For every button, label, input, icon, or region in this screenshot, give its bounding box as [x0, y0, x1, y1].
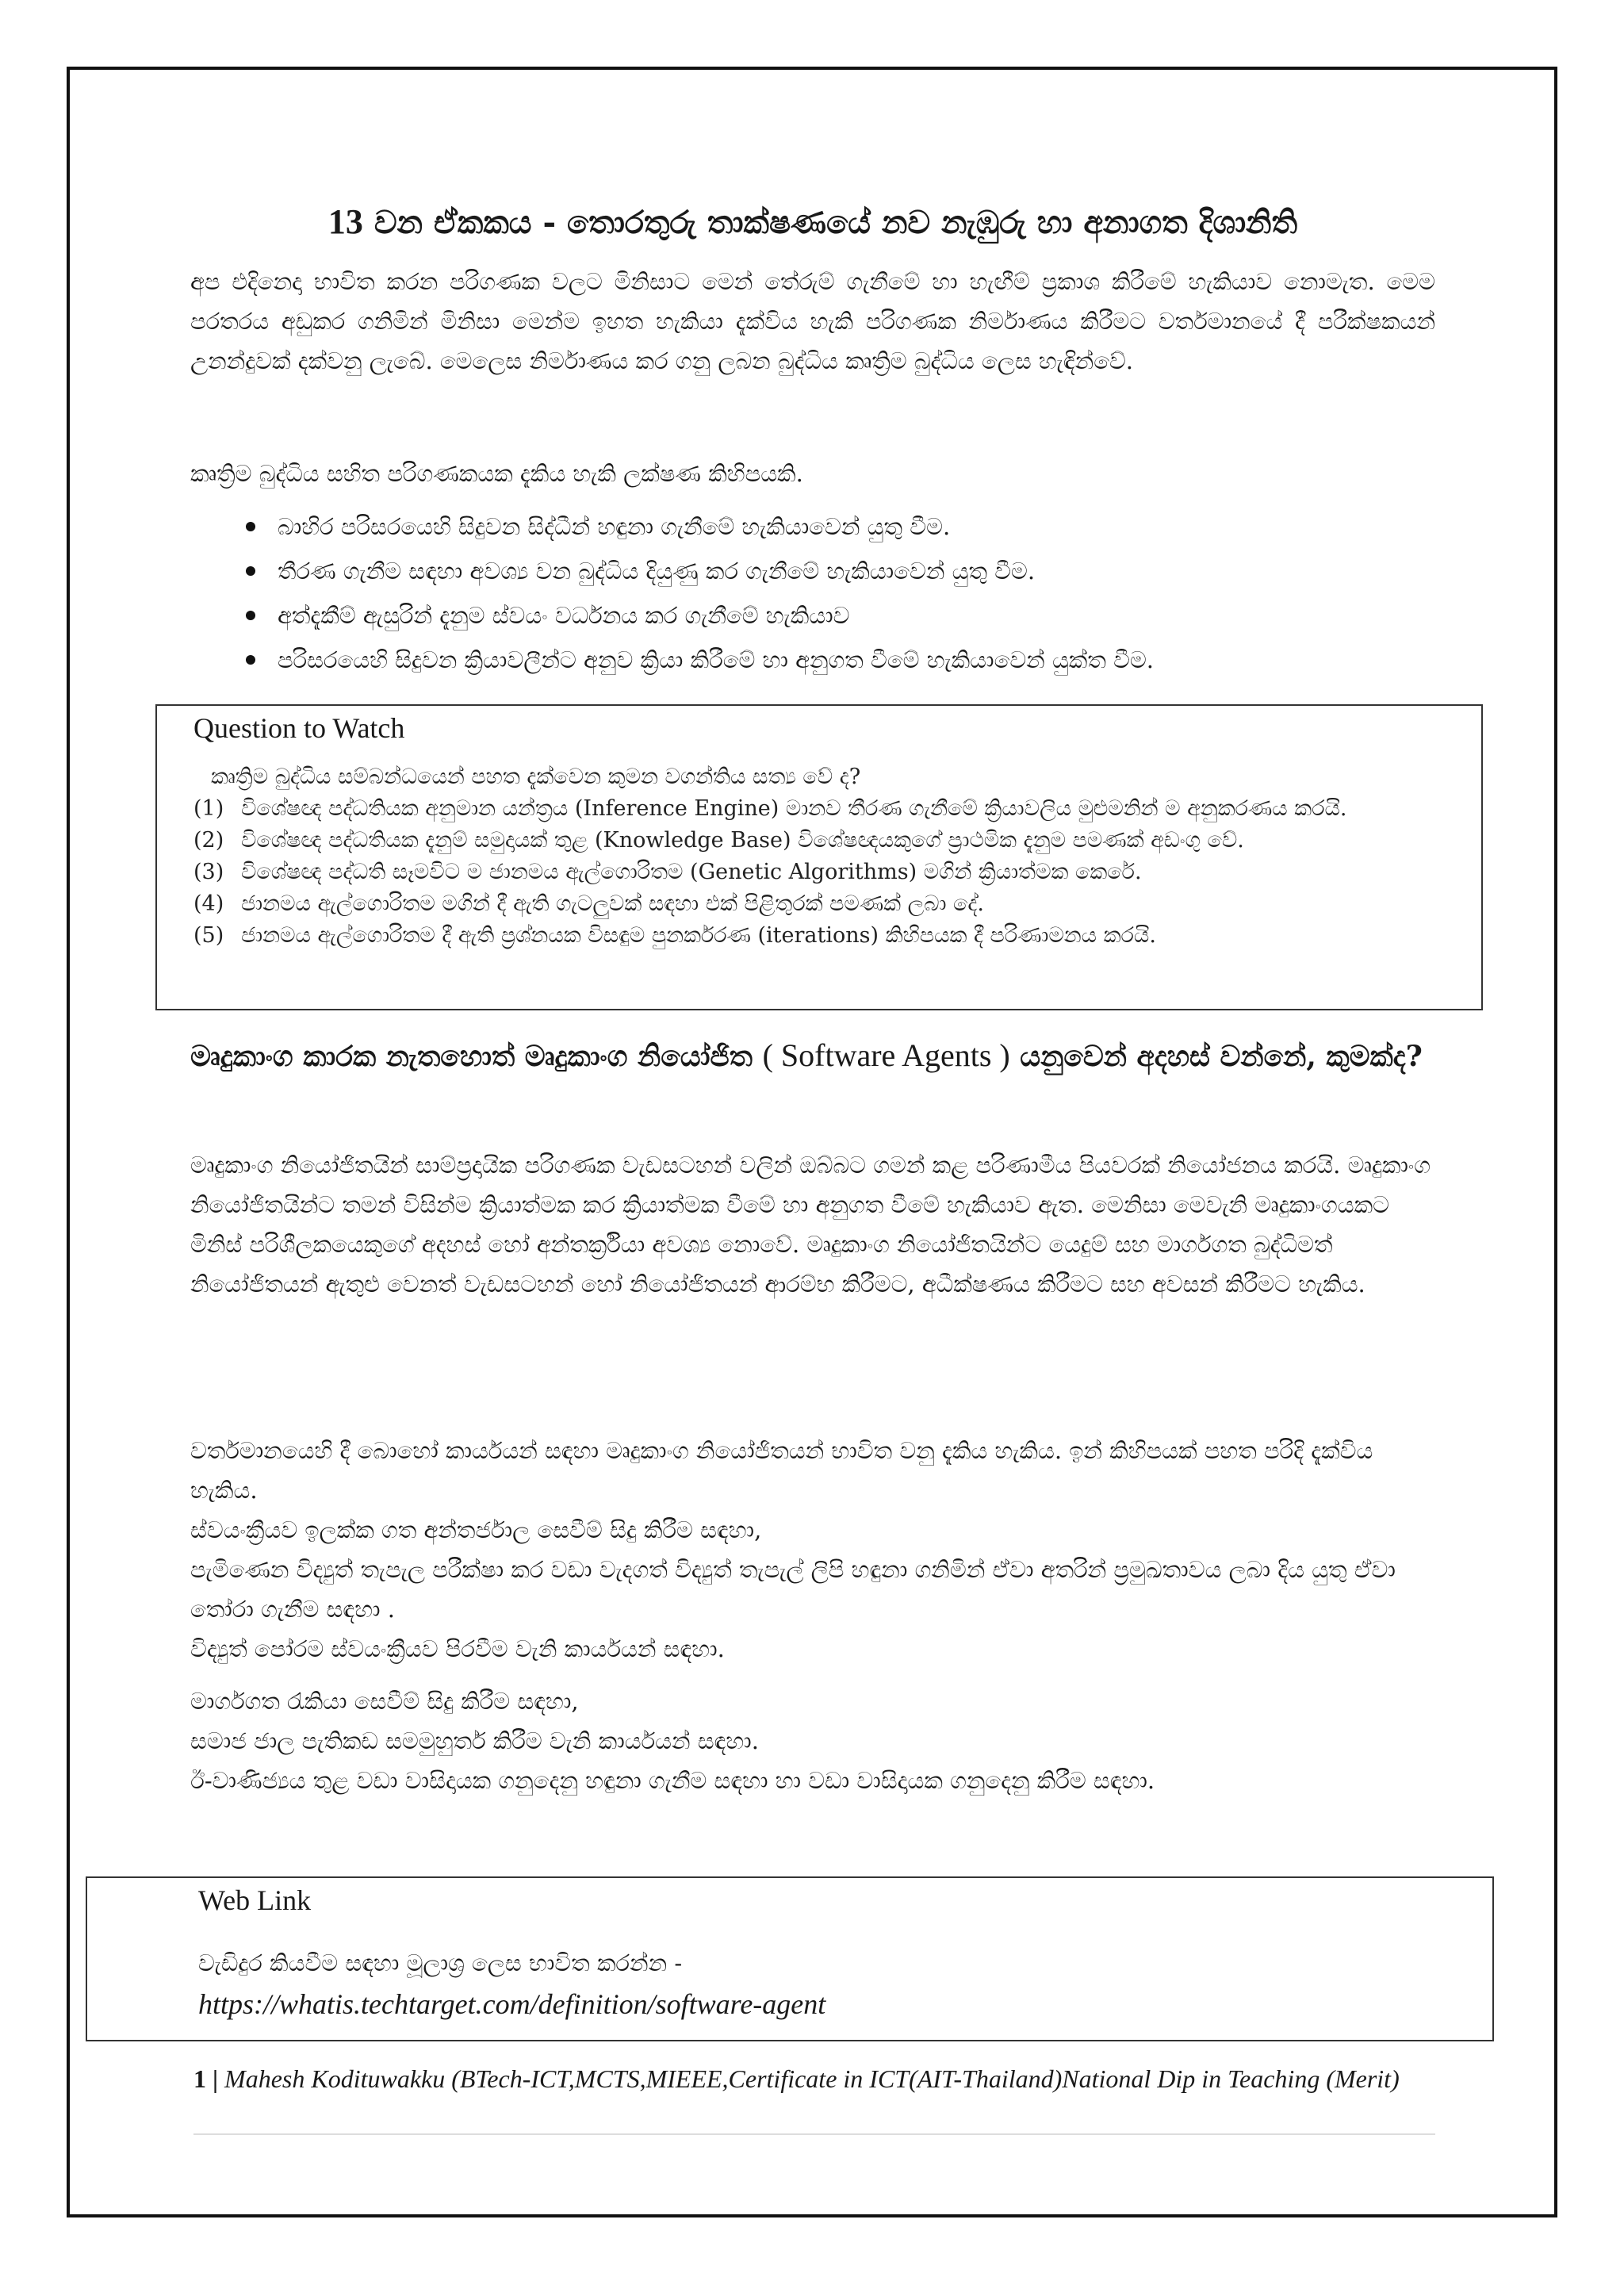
- uses-section-1: [190, 1431, 1435, 1669]
- intro-section: [190, 262, 1435, 381]
- unit-title-text: වන ඒකකය - තොරතුරු තාක්ෂණයේ නව නැඹුරු හා අනාගත දිශානිති: [362, 204, 1298, 241]
- question-option: (1) විශේෂඥ පද්ධතියක අනුමාන යන්ත්‍රය (Inference Engine) මානව තීරණ ගැනීමේ ක්‍රියාවලිය මුළුමනින් ම අනුකරණය කරයි.: [193, 796, 1347, 821]
- features-list-wrap: [190, 504, 1435, 682]
- uses-line: ස්වයංක්‍රීයව ඉලක්ක ගත අන්තර්ජාල සෙවීම් සිදු කිරීම සඳහා,: [190, 1516, 762, 1543]
- features-intro: කෘත්‍රිම බුද්ධිය සහිත පරිගණකයක දැකිය හැකි ලක්ෂණ කිහිපයකි.: [190, 460, 803, 487]
- bullet-icon: [246, 611, 255, 620]
- list-item: පරිසරයෙහි සිදුවන ක්‍රියාවලීන්ට අනුව ක්‍රියා කිරීමේ හා අනුගත වීමේ හැකියාවෙන් යුක්ත වීම.: [190, 638, 1435, 682]
- question-content: [193, 761, 1431, 952]
- features-section: [190, 454, 1435, 493]
- web-link-url[interactable]: https://whatis.techtarget.com/definition/software-agent: [198, 1988, 826, 2020]
- uses-section-2: [190, 1681, 1435, 1800]
- uses-line: සමාජ ජාල පැතිකඩ සමමුහුර්ත කිරීම වැනි කාර්යයන් සඳහා.: [190, 1727, 759, 1754]
- uses-line: විද්‍යුත් පෝරම ස්වයංක්‍රීයව පිරවීම වැනි කාර්යයන් සඳහා.: [190, 1635, 725, 1662]
- author-credit: Mahesh Kodituwakku (BTech-ICT,MCTS,MIEEE,Certificate in ICT(AIT-Thailand)National Dip in Teaching (Merit): [218, 2064, 1400, 2093]
- unit-number: 13: [327, 202, 363, 241]
- agents-section: [190, 1145, 1435, 1304]
- agents-paragraph: මෘදුකාංග නියෝජිතයින් සාම්ප්‍රදායික පරිගණක වැඩසටහන් වලින් ඔබ්බට ගමන් කළ පරිණාමීය පියවරක් නියෝජනය කරයි. මෘදුකාංග නියෝජිතයින්ට තමන් විසින්ම ක්‍රියාත්මක කර ක්‍රියාත්මක වීමේ හා අනුගත වීමේ හැකියාව ඇත. මෙනිසා මෙවැනි මෘදුකාංගයකට මිනිස් පරිශීලකයෙකුගේ අදහස් හෝ අන්තර්ක්‍රියා අවශ්‍ය නොවේ. මෘදුකාංග නියෝජිතයින්ට යෙදුම් සහ මාර්ගගත බුද්ධිමත් නියෝජිතයන් ඇතුළු වෙනත් වැඩසටහන් හෝ නියෝජිතයන් ආරම්භ කිරීමට, අධීක්ෂණය කිරීමට සහ අවසන් කිරීමට හැකිය.: [190, 1152, 1431, 1297]
- bullet-icon: [246, 655, 255, 665]
- question-option: (5) ජානමය ඇල්ගොරිතම දී ඇති ප්‍රශ්නයක විසඳුම පුනර්කරණ (iterations) කිහිපයක දී පරිණාමනය කරයි.: [193, 923, 1156, 948]
- intro-paragraph: අප එදිනෙදා භාවිත කරන පරිගණක වලට මිනිසාට මෙන් තේරුම් ගැනීමේ හා හැඟීම් ප්‍රකාශ කිරීමේ හැකියාව නොමැත. මෙම පරතරය අඩුකර ගනිමින් මිනිසා මෙන්ම ඉහත හැකියා දැක්විය හැකි පරිගණක නිර්මාණය කිරීමට වර්තමානයේ දී පරීක්ෂකයන් උනන්දුවක් දක්වනු ලැබේ. මෙලෙස නිර්මාණය කර ගනු ලබන බුද්ධිය කෘත්‍රිම බුද්ධිය ලෙස හැඳින්වේ.: [190, 268, 1435, 374]
- uses-intro: වර්තමානයෙහි දී බොහෝ කාර්යයන් සඳහා මෘදුකාංග නියෝජිතයන් භාවිත වනු දැකිය හැකිය. ඉන් කිහිපයක් පහත පරිදි දැක්විය හැකිය.: [190, 1437, 1373, 1504]
- web-link-heading: Web Link: [198, 1884, 312, 1916]
- list-item: තීරණ ගැනීම සඳහා අවශ්‍ය වන බුද්ධිය දියුණු කර ගැනීමේ හැකියාවෙන් යුතු වීම.: [190, 549, 1435, 593]
- bullet-icon: [246, 566, 255, 576]
- question-option: (3) විශේෂඥ පද්ධති සෑමවිට ම ජානමය ඇල්ගොරිතම (Genetic Algorithms) මගින් ක්‍රියාත්මක කෙරේ.: [193, 860, 1142, 884]
- footer-divider: [193, 2133, 1435, 2135]
- question-option: (4) ජානමය ඇල්ගොරිතම මගින් දී ඇති ගැටලුවක් සඳහා එක් පිළිතුරක් පමණක් ලබා දේ.: [193, 891, 984, 916]
- software-agents-heading: මෘදුකාංග කාරක නැතහොත් මෘදුකාංග නියෝජිත ( Software Agents ) යනුවෙන් අදහස් වන්නේ, කුමක්ද?: [190, 1037, 1423, 1073]
- page-title: [190, 198, 1435, 247]
- web-link-description: වැඩිදුර කියවීම සඳහා මූලාශ්‍ර ලෙස භාවිත කරන්න -: [198, 1949, 683, 1976]
- uses-line: පැමිණෙන විද්‍යුත් තැපැල පරීක්ෂා කර වඩා වැදගත් විද්‍යුත් තැපැල් ලිපි හඳුනා ගනිමින් ඒවා අතරින් ප්‍රමුඛතාවය ලබා දිය යුතු ඒවා තෝරා ගැනීම සඳහා .: [190, 1556, 1396, 1623]
- uses-line: ඊ-වාණිජ්‍යය තුළ වඩා වාසිදායක ගනුදෙනු හඳුනා ගැනීම සඳහා හා වඩා වාසිදායක ගනුදෙනු කිරීම සඳහා.: [190, 1767, 1155, 1794]
- list-item: බාහිර පරිසරයෙහි සිදුවන සිද්ධීන් හඳුනා ගැනීමේ හැකියාවෙන් යුතු වීම.: [190, 504, 1435, 549]
- features-list: [190, 504, 1435, 682]
- question-box-heading: Question to Watch: [193, 712, 405, 744]
- question-option: (2) විශේෂඥ පද්ධතියක දැනුම් සමුදායක් තුළ (Knowledge Base) විශේෂඥයකුගේ ප්‍රාථමික දැනුම පමණක් අඩංගු වේ.: [193, 828, 1244, 853]
- question-stem: කෘත්‍රිම බුද්ධිය සම්බන්ධයෙන් පහත දැක්වෙන කුමන වගන්තිය සත්‍ය වේ ද?: [211, 765, 861, 789]
- page-number: 1 |: [193, 2064, 219, 2093]
- page-footer: [193, 2062, 1431, 2095]
- bullet-icon: [246, 522, 255, 531]
- list-item: අත්දැකීම් ඇසුරින් දැනුම ස්වයං වර්ධනය කර ගැනීමේ හැකියාව: [190, 593, 1435, 638]
- uses-line: මාර්ගගත රැකියා සෙවීම් සිදු කිරීම සඳහා,: [190, 1688, 579, 1715]
